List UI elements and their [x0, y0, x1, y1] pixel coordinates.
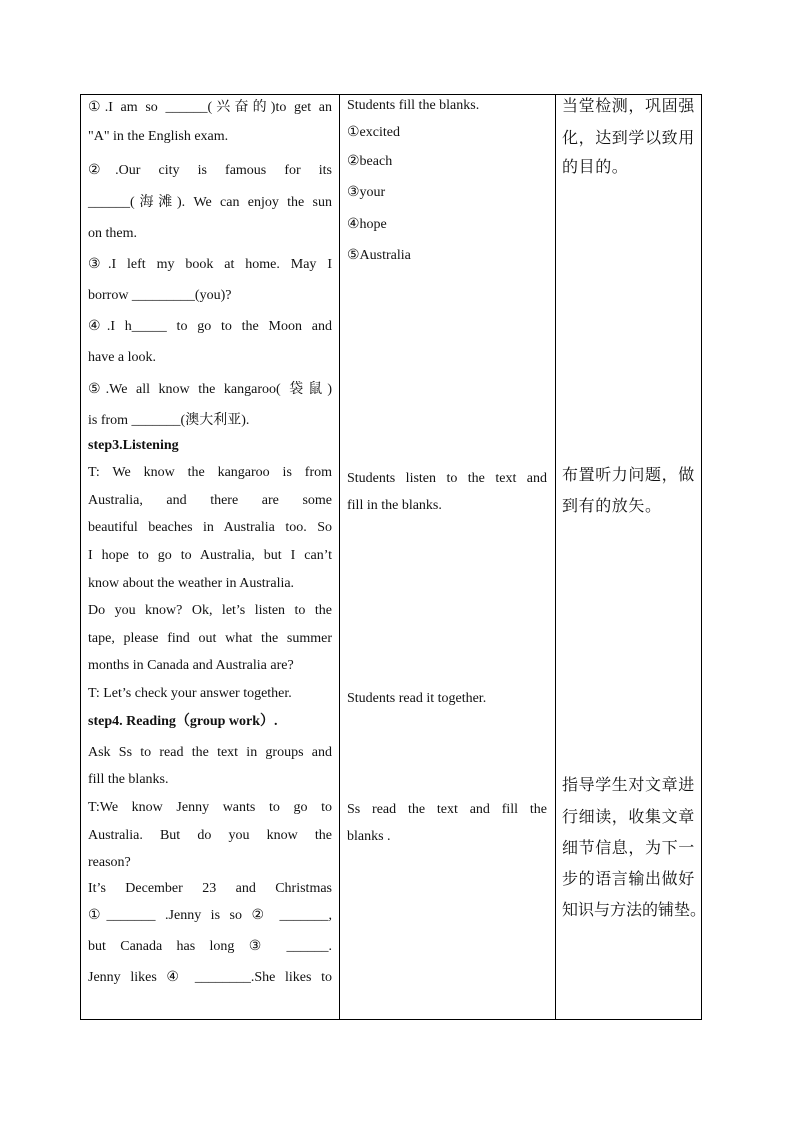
text-line: borrow _________(you)?: [88, 288, 232, 303]
exercise-3-line: ③.I left my book at home. May I: [88, 257, 332, 272]
text-line: reason?: [88, 855, 131, 870]
text-line: know about the weather in Australia.: [88, 576, 295, 591]
text-line: is from _______(澳大利亚).: [88, 413, 250, 428]
section-heading-reading: step4. Reading（group work）.: [88, 714, 278, 729]
text-line: ______(海滩). We can enjoy the sun: [88, 195, 332, 210]
exercise-1-line: ①.I am so ______(兴奋的)to get an: [88, 100, 332, 115]
text-line: fill the blanks.: [88, 772, 169, 787]
text-line: on them.: [88, 226, 137, 241]
text-line: Do you know? Ok, let’s listen to the: [88, 603, 332, 618]
design-intent-cell: [556, 95, 707, 1020]
text-line: have a look.: [88, 350, 157, 365]
text-line: 步的语言输出做好: [562, 869, 695, 888]
answer-2: ②beach: [347, 154, 393, 169]
text-line: T:We know Jenny wants to go to: [88, 800, 332, 815]
text-line: Students read it together.: [347, 691, 487, 706]
text-line: Ask Ss to read the text in groups and: [88, 745, 332, 760]
text-line: 化，达到学以致用: [562, 128, 695, 147]
text-line: 指导学生对文章进: [562, 775, 695, 794]
lesson-plan-table: [80, 94, 707, 1020]
exercise-4-line: ④.I h_____ to go to the Moon and: [88, 319, 332, 334]
text-line: Students listen to the text and: [347, 471, 547, 486]
text-line: beautiful beaches in Australia too. So: [88, 520, 332, 535]
text-line: "A" in the English exam.: [88, 129, 229, 144]
text-line: Ss read the text and fill the: [347, 802, 547, 817]
section-heading-listening: step3.Listening: [88, 438, 179, 453]
text-line: Australia. But do you know the: [88, 828, 332, 843]
text-line: T: Let’s check your answer together.: [88, 686, 292, 701]
text-line: tape, please find out what the summer: [88, 631, 332, 646]
table-row: [81, 95, 702, 1020]
answer-5: ⑤Australia: [347, 248, 411, 263]
exercise-2-line: ②.Our city is famous for its: [88, 163, 332, 178]
text-line: 行细读，收集文章: [562, 807, 695, 826]
text-line: months in Canada and Australia are?: [88, 658, 294, 673]
text-line: Students fill the blanks.: [347, 98, 480, 113]
text-line: 到有的放矢。: [562, 496, 662, 515]
answer-3: ③your: [347, 185, 386, 200]
text-line: I hope to go to Australia, but I can’t: [88, 548, 332, 563]
text-line: ①_______ .Jenny is so ② _______,: [88, 908, 332, 923]
text-line: 的目的。: [562, 157, 629, 176]
student-activity-cell: [340, 95, 556, 1020]
text-line: 当堂检测，巩固强: [562, 96, 695, 115]
text-line: 布置听力问题，做: [562, 465, 695, 484]
text-line: T: We know the kangaroo is from: [88, 465, 332, 480]
text-line: fill in the blanks.: [347, 498, 442, 513]
teacher-activity-cell: [81, 95, 340, 1020]
answer-4: ④hope: [347, 217, 387, 232]
text-line: Jenny likes ④ ________.She likes to: [88, 970, 332, 985]
text-line: but Canada has long ③ ______.: [88, 939, 332, 954]
answer-1: ①excited: [347, 125, 400, 140]
text-line: blanks .: [347, 829, 391, 844]
exercise-5-line: ⑤.We all know the kangaroo( 袋鼠): [88, 382, 332, 397]
text-line: It’s December 23 and Christmas: [88, 881, 332, 896]
text-line: 知识与方法的铺垫。: [562, 900, 707, 919]
text-line: 细节信息，为下一: [562, 838, 695, 857]
text-line: Australia, and there are some: [88, 493, 332, 508]
